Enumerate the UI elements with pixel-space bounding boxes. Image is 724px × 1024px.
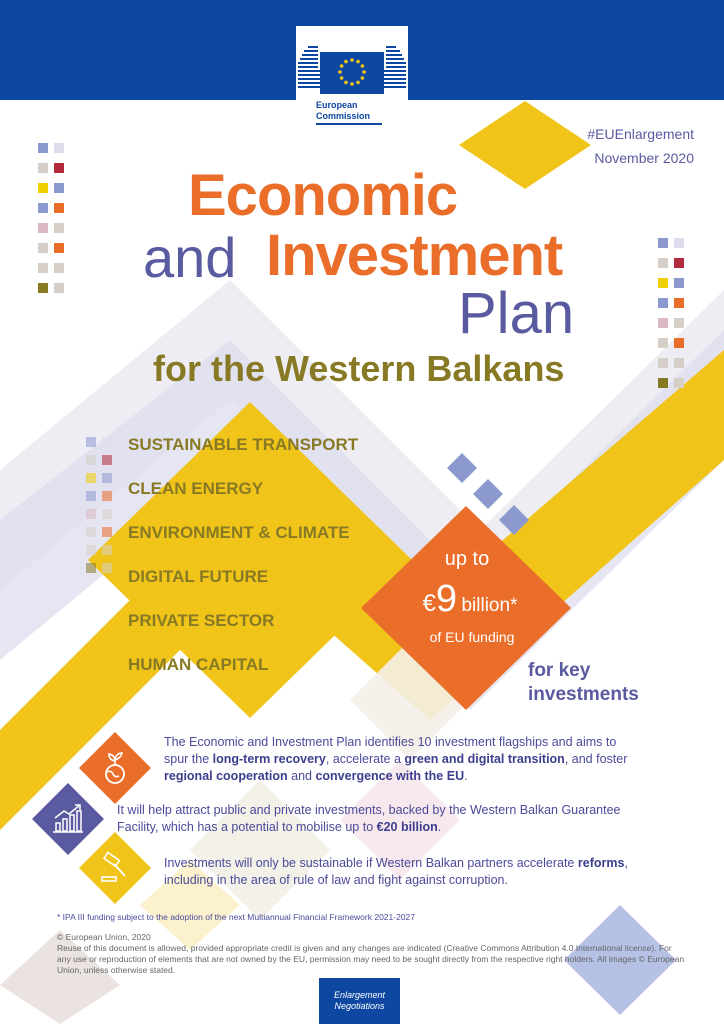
p1-bold: green and digital transition [404,752,565,766]
badge-line2: Negotiations [334,1001,385,1011]
p1-bold: regional cooperation [164,769,288,783]
enlargement-badge-text [319,990,400,1012]
footnote: * IPA III funding subject to the adoption of the next Multiannual Financial Framework 2021-2027 [57,912,416,922]
sector-item: PRIVATE SECTOR [128,611,275,630]
sector-item: ENVIRONMENT & CLIMATE [128,523,350,542]
paragraph-reforms [164,855,634,889]
logo-underline [316,123,382,125]
sector-item: SUSTAINABLE TRANSPORT [128,435,359,454]
paragraph-flagships [164,734,644,785]
gavel-icon [97,850,133,886]
funding-up-to: up to [444,548,490,570]
funding-number: 9 [435,578,458,620]
p1-bold: long-term recovery [212,752,326,766]
title-western-balkans: for the Western Balkans [153,348,565,389]
p1-text: The Economic and Investment Plan identifies 10 investment flagships and aims to spur the [164,735,617,766]
blue-diamond-small-1 [447,453,477,483]
funding-amount [390,578,550,621]
logo-line2: Commission [316,111,371,121]
p3-text: Investments will only be sustainable if Western Balkan partners accelerate [164,856,578,870]
p2-text: . [437,820,442,834]
p1-text: . [464,769,468,783]
yellow-diamond-top [459,101,591,189]
logo-line1: European [316,100,358,110]
hashtag: #EUEnlargement [587,126,694,142]
funding-unit: billion* [461,595,518,616]
p1-text: , and foster [564,752,628,766]
badge-line1: Enlargement [333,990,386,1000]
title-and: and [143,226,237,289]
title-economic: Economic [188,163,458,228]
key-investments-line1: for key [528,660,591,681]
copyright-license: Reuse of this document is allowed, provided appropriate credit is given and any changes are indicated (Creative Commons Attribution 4.0 International license). For any use or reproduction of elements that are not owned by the EU, permission may need to be sought directly from the respective right holders. All images © European Union, unless otherwise stated. [57,943,685,975]
p2-bold: €20 billion [376,820,438,834]
sector-item: CLEAN ENERGY [128,479,264,498]
paragraph-guarantee [117,802,637,836]
funding-currency: € [422,590,436,617]
blue-diamond-small-2 [473,479,503,509]
p1-bold: convergence with the EU [315,769,465,783]
growth-chart-icon [50,801,86,837]
sector-item: DIGITAL FUTURE [128,567,269,586]
logo-text [316,100,370,122]
plant-globe-icon [97,750,133,786]
p2-text: It will help attract public and private investments, backed by the Western Balkan Guarantee Facility, which has a potential to mobilise up to [117,803,621,834]
p3-bold: reforms [577,856,625,870]
p1-text: and [287,769,316,783]
key-investments-label [528,659,639,707]
title-investment: Investment [266,223,563,288]
funding-of-eu: of EU funding [429,629,515,645]
p1-text: , accelerate a [325,752,405,766]
copyright-line: © European Union, 2020 [57,932,151,942]
title-plan: Plan [458,281,575,346]
sector-item: HUMAN CAPITAL [128,655,269,674]
key-investments-line2: investments [528,684,639,705]
date: November 2020 [594,150,694,166]
eu-commission-logo [290,26,414,96]
p3-text: , including in the area of rule of law and fight against corruption. [164,856,628,887]
